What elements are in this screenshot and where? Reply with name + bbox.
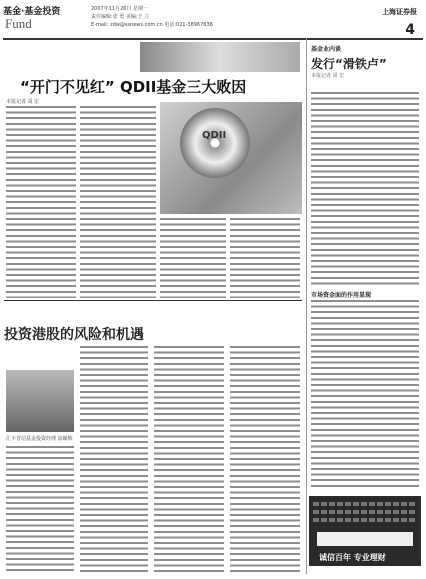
second-headline: 投资港股的风险和机遇 (4, 327, 144, 343)
sidebar-column-2 (311, 300, 419, 490)
ad-text-line (313, 502, 417, 506)
editors: 责任编辑:张 勇 美编:于 立 (91, 14, 150, 20)
header-meta (91, 5, 261, 29)
page-number: 4 (405, 22, 415, 38)
page-header (3, 4, 423, 40)
ad-slogan: 诚信百年 专业理财 (319, 553, 386, 562)
author-caption: 汇丰晋信基金投资经理 涂颖辉 (6, 436, 73, 442)
section-label: Fund (5, 16, 32, 31)
article-column-4 (230, 218, 300, 298)
header-photo (140, 42, 300, 72)
article-column-1 (6, 106, 76, 298)
article-column-2 (80, 106, 156, 298)
author-photo (6, 370, 74, 442)
issue-date: 2007年11月26日 星期一 (91, 6, 149, 12)
section-brand: 基金·基金投资 (3, 7, 61, 17)
ad-logo (317, 532, 413, 546)
article2-column-2 (80, 346, 148, 572)
disc-graphic (180, 108, 250, 178)
sidebar-column-1 (311, 92, 419, 286)
article2-column-1 (6, 446, 74, 572)
section-divider (4, 300, 302, 301)
sidebar-section: 基金业内谈 (311, 46, 342, 53)
article-column-3 (160, 218, 226, 298)
advertisement (309, 496, 421, 566)
newspaper-name: 上海证券报 (382, 8, 417, 16)
ad-text-line (313, 510, 417, 514)
main-byline: 本报记者 周 宏 (6, 99, 40, 105)
sidebar-byline: 本报记者 周 宏 (311, 73, 345, 79)
sidebar-subhead: 市场资金面的作用显现 (311, 292, 372, 299)
contact: E-mail: zdw@ssnews.com.cn 电话:021-38967638 (91, 22, 213, 28)
sidebar (306, 38, 422, 574)
article2-column-4 (230, 346, 300, 572)
main-headline: “开门不见红” QDII基金三大败因 (20, 78, 247, 96)
qdii-photo-text: QDII (202, 130, 227, 141)
sidebar-headline: 发行“滑铁卢” (311, 57, 387, 71)
article2-column-3 (154, 346, 224, 572)
ad-text-line (313, 518, 417, 522)
qdii-photo (160, 102, 302, 214)
